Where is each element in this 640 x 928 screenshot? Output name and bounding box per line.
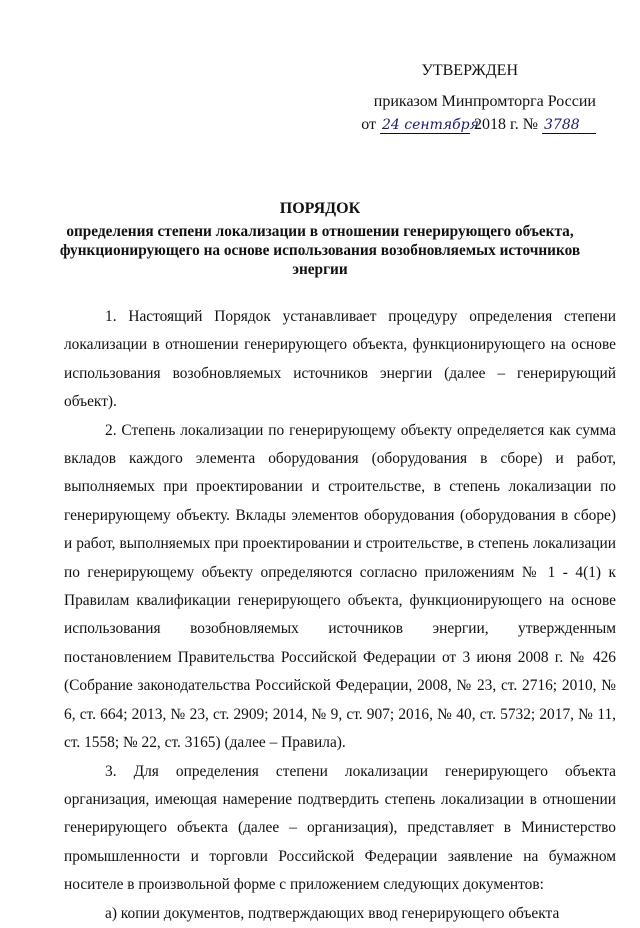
paragraph-3: 3. Для определения степени локализации генерирующего объекта организация, имеющая намерение подтвердить степень локализации в отношении генерирующего объекта (далее – организация), представляет в Министерство промышленности и торговли Российской Федерации заявление на бумажном носителе в произвольной форме с приложением следующих документов:: [64, 762, 616, 894]
approval-date-line: [296, 113, 596, 137]
paragraph-3a: а) копии документов, подтверждающих ввод генерирующего объекта: [105, 904, 560, 922]
approval-block: [296, 60, 596, 137]
approval-title: УТВЕРЖДЕН: [421, 62, 518, 79]
year-text: 2018 г. №: [473, 116, 538, 133]
document-body: [64, 303, 616, 928]
approval-order-line: приказом Минпромторга России: [373, 93, 596, 110]
document-subtitle: определения степени локализации в отношении генерирующего объекта, функционирующего на основе использования возобновляемых источников энергии: [59, 223, 581, 278]
handwritten-order-number: 3788: [542, 117, 596, 134]
handwritten-date: 24 сентября: [381, 117, 479, 133]
date-prefix: от: [361, 116, 376, 133]
document-title: ПОРЯДОК: [279, 200, 361, 217]
paragraph-2: 2. Степень локализации по генерирующему объекту определяется как сумма вкладов каждого элемента оборудования (оборудования в сборе) и работ, выполняемых при проектировании и строительстве, в степень локализации по генерирующему объекту. Вклады элементов оборудования (оборудования в сборе) и работ, выполняемых при проектировании и строительстве, в степень локализации по генерирующему объекту определяются согласно приложениям № 1 - 4(1) к Правилам квалификации генерирующего объекта, функционирующего на основе использования возобновляемых источников энергии, утвержденным постановлением Правительства Российской Федерации от 3 июня 2008 г. № 426 (Собрание законодательства Российской Федерации, 2008, № 23, ст. 2716; 2010, № 6, ст. 664; 2013, № 23, ст. 2909; 2014, № 9, ст. 907; 2016, № 40, ст. 5732; 2017, № 11, ст. 1558; № 22, ст. 3165) (далее – Правила).: [64, 421, 616, 752]
paragraph-1: 1. Настоящий Порядок устанавливает процедуру определения степени локализации в отношении генерирующего объекта, функционирующего на основе использования возобновляемых источников энергии (далее – генерирующий объект).: [64, 308, 616, 411]
document-heading: [40, 198, 600, 279]
